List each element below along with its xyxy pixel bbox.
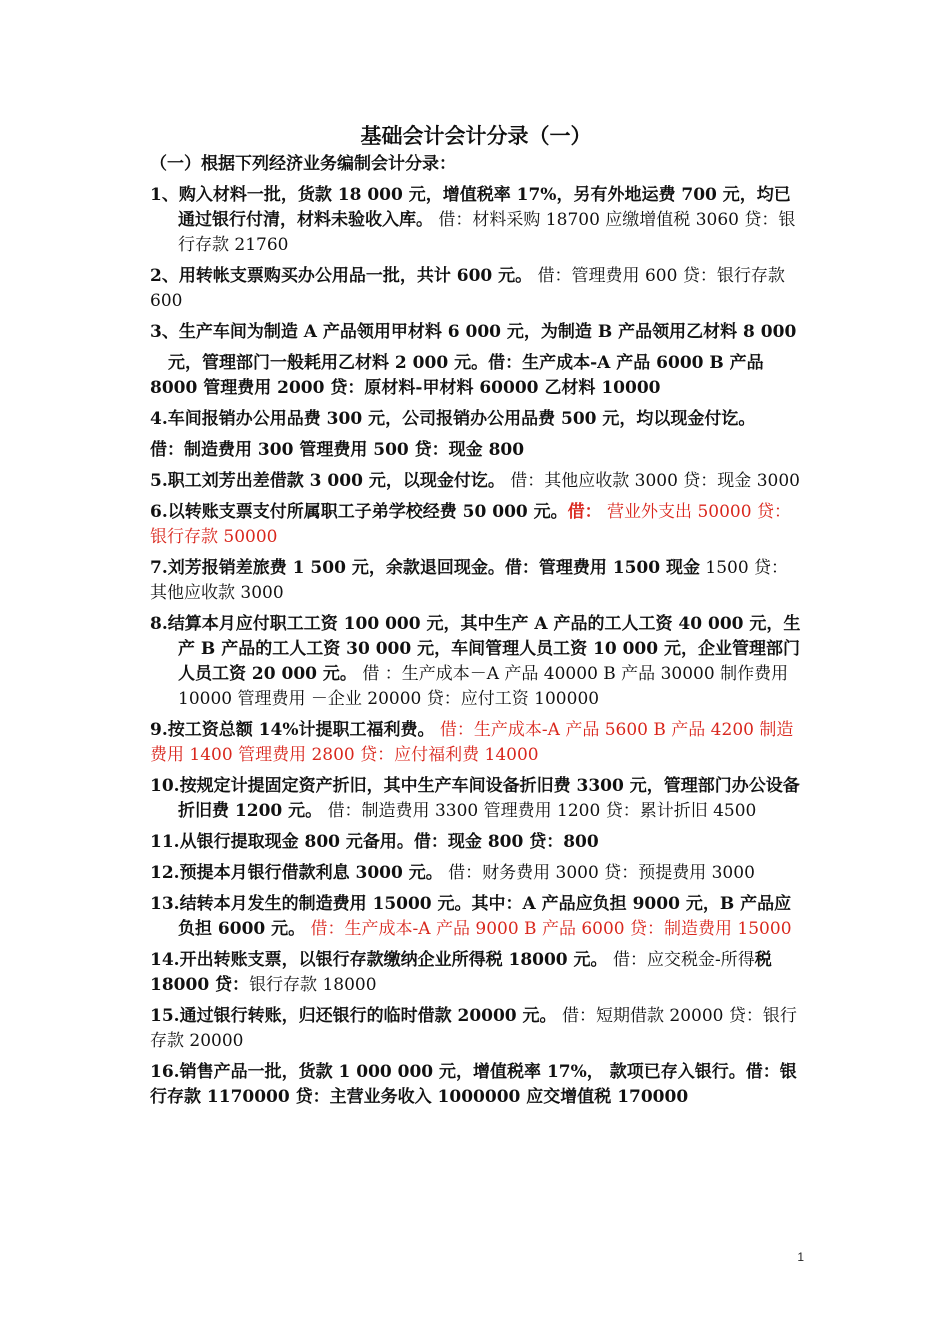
entry-question: 7.刘芳报销差旅费 1 500 元，余款退回现金。借：管理费用 1500 现金: [150, 558, 700, 578]
entry-5: [150, 469, 802, 494]
entry-question: 1、购入材料一批，货款 18 000 元，增值税率 17%，另有外地运费 700 元，均已通过银行付清，材料未验收入库。: [150, 185, 791, 230]
entry-9: [150, 718, 802, 768]
entry-14: [150, 948, 802, 998]
entry-answer: 1500 贷：其他应收款 3000: [150, 558, 789, 603]
entry-answer: 借：生产成本-A 产品 9000 B 产品 6000 贷：制造费用 15000: [305, 919, 792, 939]
entry-question: 6.以转账支票支付所属职工子弟学校经费 50 000 元。: [150, 502, 568, 522]
page-number: 1: [797, 1250, 804, 1264]
section-heading: （一）根据下列经济业务编制会计分录：: [150, 154, 456, 174]
entry-question: 3、生产车间为制造 A 产品领用甲材料 6 000 元，为制造 B 产品领用乙材料 8 000: [150, 322, 797, 342]
entry-question: 16.销售产品一批，货款 1 000 000 元，增值税率 17%， 款项已存入银行。借：银行存款 1170000 贷：主营业务收入 1000000 应交增值税 170000: [150, 1062, 797, 1107]
entry-13: [150, 892, 802, 942]
entry-8: [150, 612, 802, 712]
entry-7: [150, 556, 802, 606]
entry-answer: 营业外支出 50000 贷：银行存款 50000: [150, 502, 791, 547]
entry-3: [150, 320, 802, 401]
entry-answer: 借：管理费用 600 贷：银行存款 600: [150, 266, 785, 311]
entry-continuation: [150, 351, 802, 401]
entry-12: [150, 861, 802, 886]
entry-question: 14.开出转账支票，以银行存款缴纳企业所得税 18000 元。: [150, 950, 608, 970]
entry-answer: 借：制造费用 3300 管理费用 1200 贷：累计折旧 4500: [327, 801, 757, 821]
document-content: [150, 122, 802, 1116]
entry-answer: 借 ：生产成本－A 产品 40000 B 产品 30000 制作费用 10000 管理费用 －企业 20000 贷：应付工资 100000: [178, 664, 789, 709]
entry-question: 9.按工资总额 14%计提职工福利费。: [150, 720, 435, 740]
entry-answer: 借：财务费用 3000 贷：预提费用 3000: [448, 863, 755, 883]
entry-answer-tail: 银行存款 18000: [249, 975, 377, 995]
entry-11: [150, 830, 802, 855]
entry-answer-part: 税 18000 贷：: [150, 950, 772, 995]
entry-answer: 借：生产成本-A 产品 5600 B 产品 4200 制造费用 1400 管理费用 2800 贷：应付福利费 14000: [150, 720, 794, 765]
entry-4: [150, 407, 802, 463]
entry-question: 13.结转本月发生的制造费用 15000 元。其中：A 产品应负担 9000 元，B 产品应负担 6000 元。: [150, 894, 792, 939]
entry-answer: 借：制造费用 300 管理费用 500 贷：现金 800: [150, 440, 525, 460]
entry-answer: 借：应交税金-所得: [612, 950, 755, 970]
entry-question: 4.车间报销办公用品费 300 元，公司报销办公用品费 500 元，均以现金付讫。: [150, 409, 756, 429]
entry-question: 2、用转帐支票购买办公用品一批，共计 600 元。: [150, 266, 533, 286]
entry-question: 8.结算本月应付职工工资 100 000 元，其中生产 A 产品的工人工资 40 000 元，生产 B 产品的工人工资 30 000 元，车间管理人员工资 10 000 元，企业管理部门人员工资 20 000 元。: [150, 614, 801, 684]
entry-answer: 借：短期借款 20000 贷：银行存款 20000: [150, 1006, 797, 1051]
entry-2: [150, 264, 802, 314]
entry-10: [150, 774, 802, 824]
entry-answer: 借：材料采购 18700 应缴增值税 3060 贷：银行存款 21760: [178, 210, 796, 255]
entry-6: [150, 500, 802, 550]
entry-1: [150, 183, 802, 258]
entry-question: 5.职工刘芳出差借款 3 000 元，以现金付讫。: [150, 471, 505, 491]
page-title: 基础会计会计分录（一）: [360, 123, 592, 148]
entry-16: [150, 1060, 802, 1110]
entry-answer-lead: 借：: [567, 502, 602, 522]
entry-15: [150, 1004, 802, 1054]
entry-question: 12.预提本月银行借款利息 3000 元。: [150, 863, 443, 883]
entry-answer: 借：生产成本-A 产品 6000 B 产品 8000 管理费用 2000 贷：原材料-甲材料 60000 乙材料 10000: [150, 353, 764, 398]
entry-question-part: 元，管理部门一般耗用乙材料 2 000 元。: [168, 353, 489, 373]
entry-question: 15.通过银行转账，归还银行的临时借款 20000 元。: [150, 1006, 557, 1026]
entry-question: 10.按规定计提固定资产折旧，其中生产车间设备折旧费 3300 元，管理部门办公设备折旧费 1200 元。: [150, 776, 800, 821]
entry-question: 11.从银行提取现金 800 元备用。借：现金 800 贷：800: [150, 832, 599, 852]
entry-answer: 借：其他应收款 3000 贷：现金 3000: [510, 471, 800, 491]
